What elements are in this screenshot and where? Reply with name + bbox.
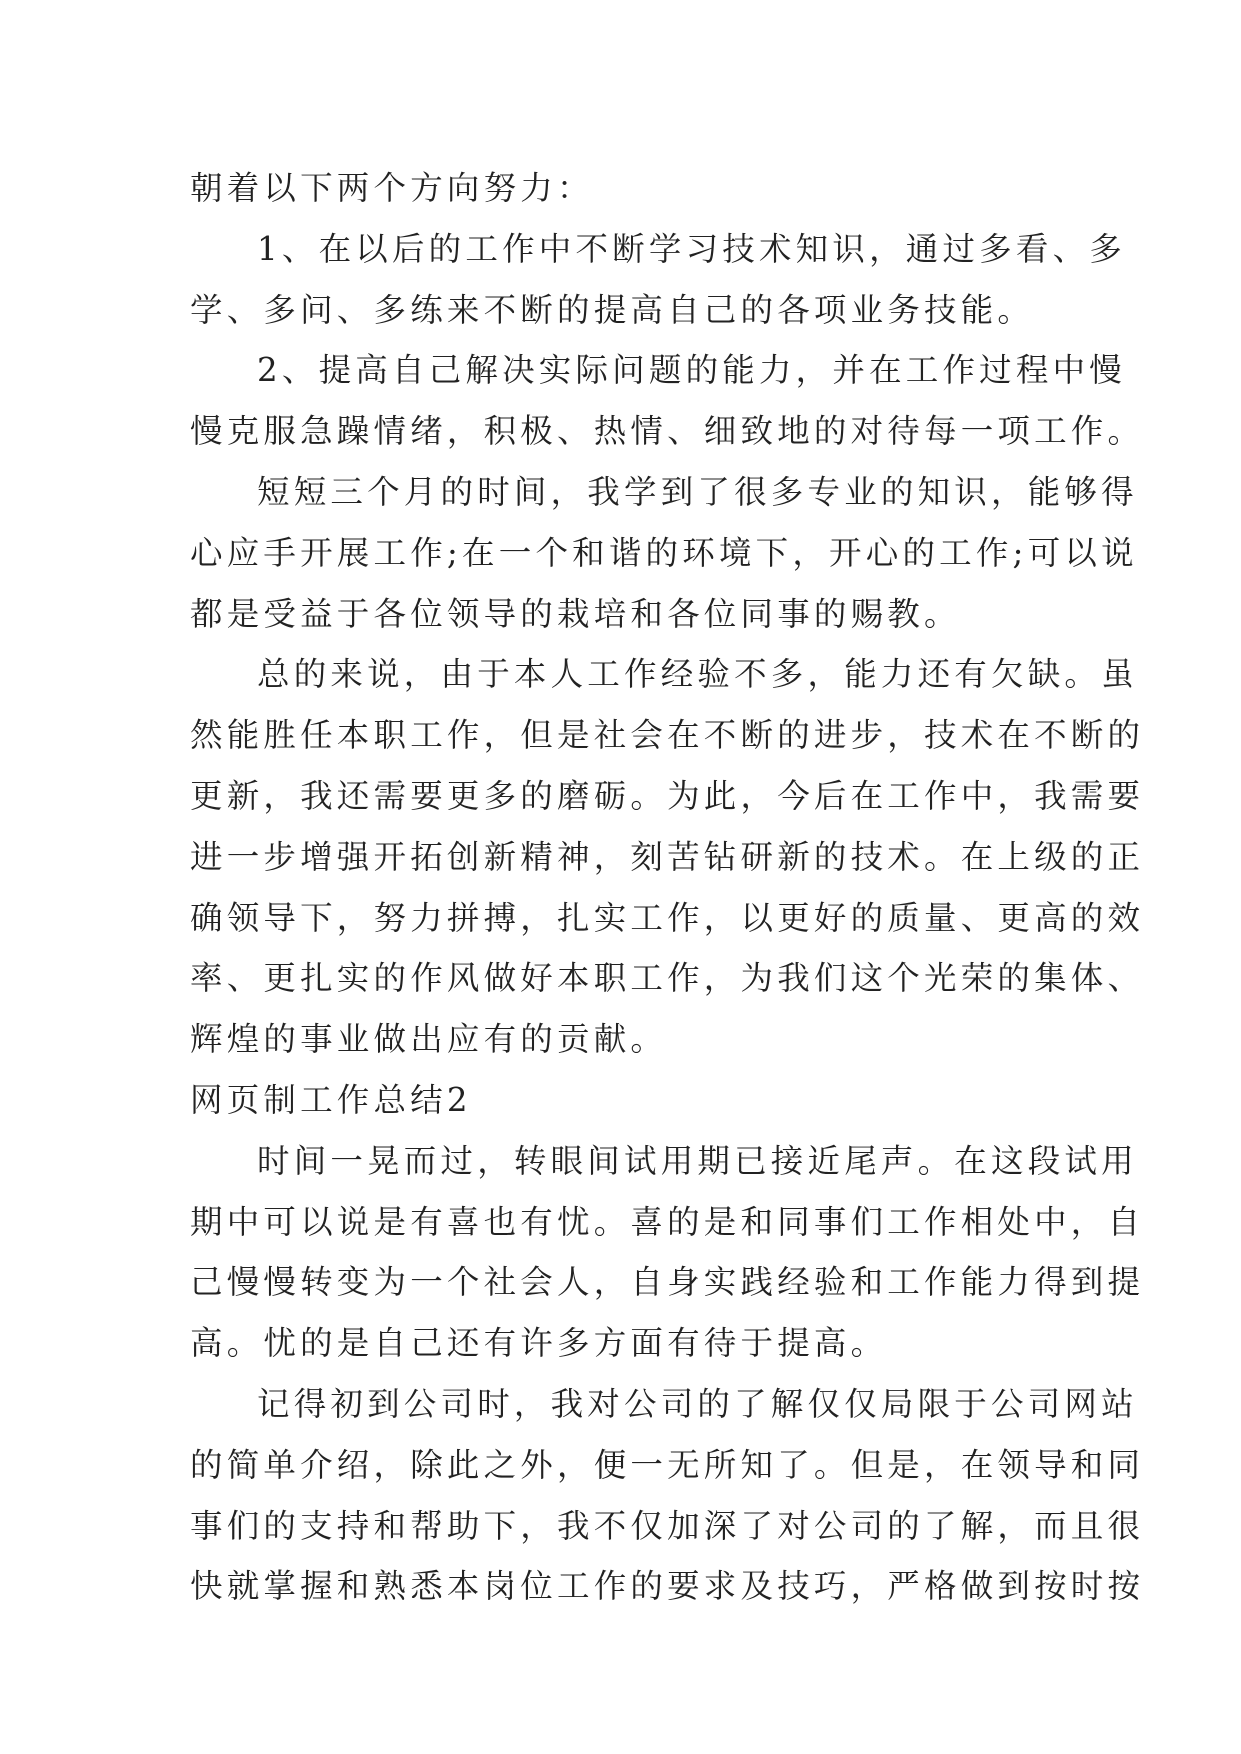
- text-line: 时间一晃而过，转眼间试用期已接近尾声。在这段试用: [257, 1141, 1138, 1180]
- text-line: 记得初到公司时，我对公司的了解仅仅局限于公司网站: [257, 1384, 1138, 1423]
- text-line: 心应手开展工作;在一个和谐的环境下，开心的工作;可以说: [190, 533, 1138, 572]
- text-line: 1、在以后的工作中不断学习技术知识，通过多看、多: [257, 229, 1126, 268]
- text-line: 总的来说，由于本人工作经验不多，能力还有欠缺。虽: [257, 655, 1138, 694]
- text-line: 更新，我还需要更多的磨砺。为此，今后在工作中，我需要: [190, 776, 1145, 815]
- text-line: 的简单介绍，除此之外，便一无所知了。但是，在领导和同: [190, 1445, 1145, 1484]
- text-line: 2、提高自己解决实际问题的能力，并在工作过程中慢: [257, 351, 1126, 390]
- text-line: 快就掌握和熟悉本岗位工作的要求及技巧，严格做到按时按: [190, 1567, 1145, 1606]
- text-line: 慢克服急躁情绪，积极、热情、细致地的对待每一项工作。: [190, 412, 1145, 451]
- text-line: 都是受益于各位领导的栽培和各位同事的赐教。: [190, 594, 961, 633]
- document-body: [190, 158, 1145, 1617]
- text-line: 进一步增强开拓创新精神，刻苦钻研新的技术。在上级的正: [190, 837, 1145, 876]
- text-line: 事们的支持和帮助下，我不仅加深了对公司的了解，而且很: [190, 1506, 1145, 1545]
- text-line: 己慢慢转变为一个社会人，自身实践经验和工作能力得到提: [190, 1263, 1145, 1302]
- text-line: 确领导下，努力拼搏，扎实工作，以更好的质量、更高的效: [190, 898, 1145, 937]
- text-line: 学、多问、多练来不断的提高自己的各项业务技能。: [190, 290, 1035, 329]
- text-line: 率、更扎实的作风做好本职工作，为我们这个光荣的集体、: [190, 959, 1145, 998]
- text-line: 高。忧的是自己还有许多方面有待于提高。: [190, 1324, 888, 1363]
- text-line: 辉煌的事业做出应有的贡献。: [190, 1020, 668, 1059]
- section-heading: 网页制工作总结2: [190, 1080, 472, 1119]
- text-line: 期中可以说是有喜也有忧。喜的是和同事们工作相处中，自: [190, 1202, 1145, 1241]
- text-line: 然能胜任本职工作，但是社会在不断的进步，技术在不断的: [190, 716, 1145, 755]
- text-line: 朝着以下两个方向努力：: [190, 169, 594, 207]
- text-line: 短短三个月的时间，我学到了很多专业的知识，能够得: [257, 472, 1138, 511]
